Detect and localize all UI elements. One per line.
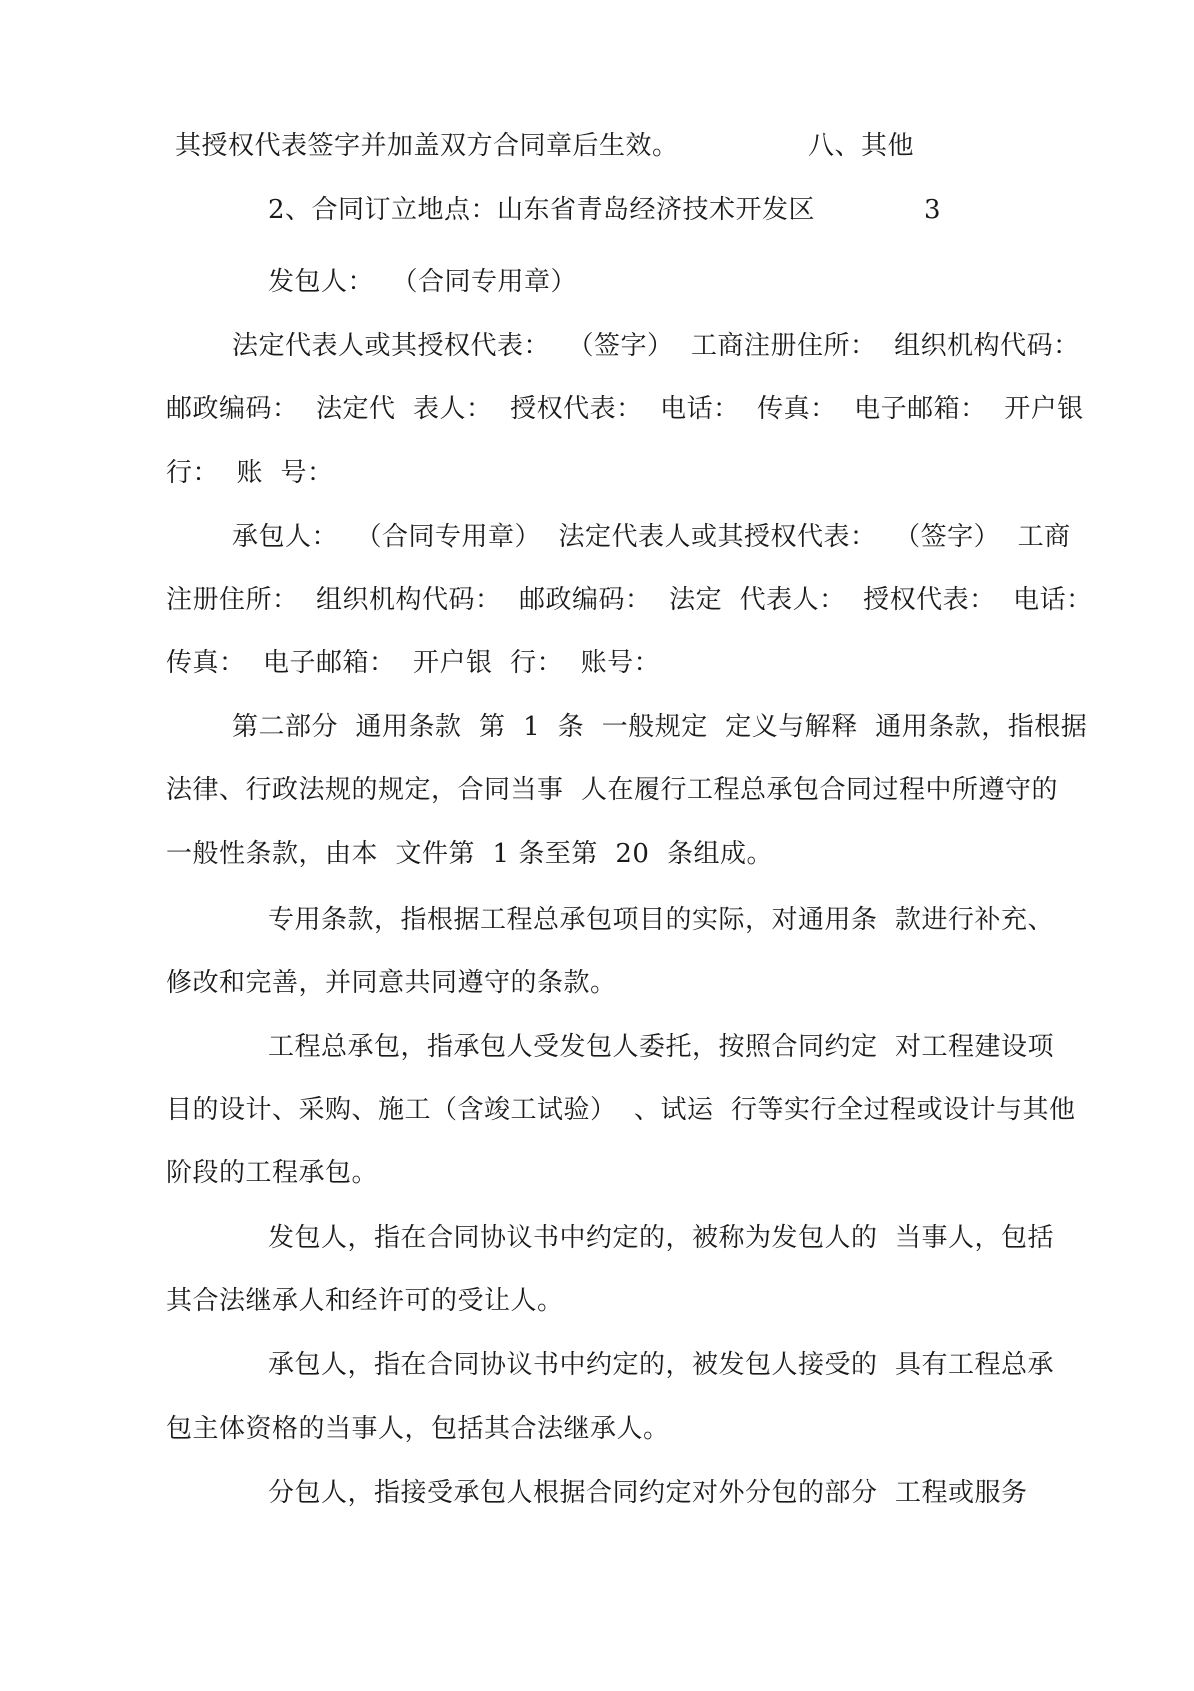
text-line: 注册住所： 组织机构代码： 邮政编码： 法定 代表人： 授权代表： 电话：	[166, 585, 1093, 615]
text-line: 其授权代表签字并加盖双方合同章后生效。	[175, 131, 679, 161]
text-line: 承包人，指在合同协议书中约定的，被发包人接受的 具有工程总承	[268, 1350, 1055, 1380]
text-line: 目的设计、采购、施工（含竣工试验） 、试运 行等实行全过程或设计与其他	[166, 1095, 1076, 1125]
text-line: 法律、行政法规的规定，合同当事 人在履行工程总承包合同过程中所遵守的	[166, 775, 1059, 805]
text-line: 发包人，指在合同协议书中约定的，被称为发包人的 当事人，包括	[268, 1223, 1055, 1253]
text-line: 包主体资格的当事人，包括其合法继承人。	[166, 1414, 670, 1444]
text-line: 阶段的工程承包。	[166, 1158, 379, 1188]
text-line: 法定代表人或其授权代表： （签字） 工商注册住所： 组织机构代码：	[232, 331, 1080, 361]
page-number: 3	[924, 195, 942, 225]
text-line: 其合法继承人和经许可的受让人。	[166, 1286, 564, 1316]
text-line: 邮政编码： 法定代 表人： 授权代表： 电话： 传真： 电子邮箱： 开户银	[166, 394, 1084, 424]
text-line: 一般性条款，由本 文件第 1 条至第 20 条组成。	[166, 839, 774, 869]
text-line: 传真： 电子邮箱： 开户银 行： 账号：	[166, 648, 661, 678]
section-heading: 八、其他	[808, 131, 915, 161]
text-line: 行： 账 号：	[166, 458, 334, 488]
text-line: 修改和完善，并同意共同遵守的条款。	[166, 968, 617, 998]
text-line: 第二部分 通用条款 第 1 条 一般规定 定义与解释 通用条款，指根据	[232, 712, 1088, 742]
text-line: 工程总承包，指承包人受发包人委托，按照合同约定 对工程建设项	[268, 1032, 1055, 1062]
text-line: 承包人： （合同专用章） 法定代表人或其授权代表： （签字） 工商	[232, 522, 1071, 552]
text-line: 专用条款，指根据工程总承包项目的实际，对通用条 款进行补充、	[268, 905, 1055, 935]
text-line: 发包人： （合同专用章）	[268, 267, 578, 297]
text-line: 2、合同订立地点：山东省青岛经济技术开发区	[268, 195, 816, 225]
text-line: 分包人，指接受承包人根据合同约定对外分包的部分 工程或服务	[268, 1478, 1028, 1508]
